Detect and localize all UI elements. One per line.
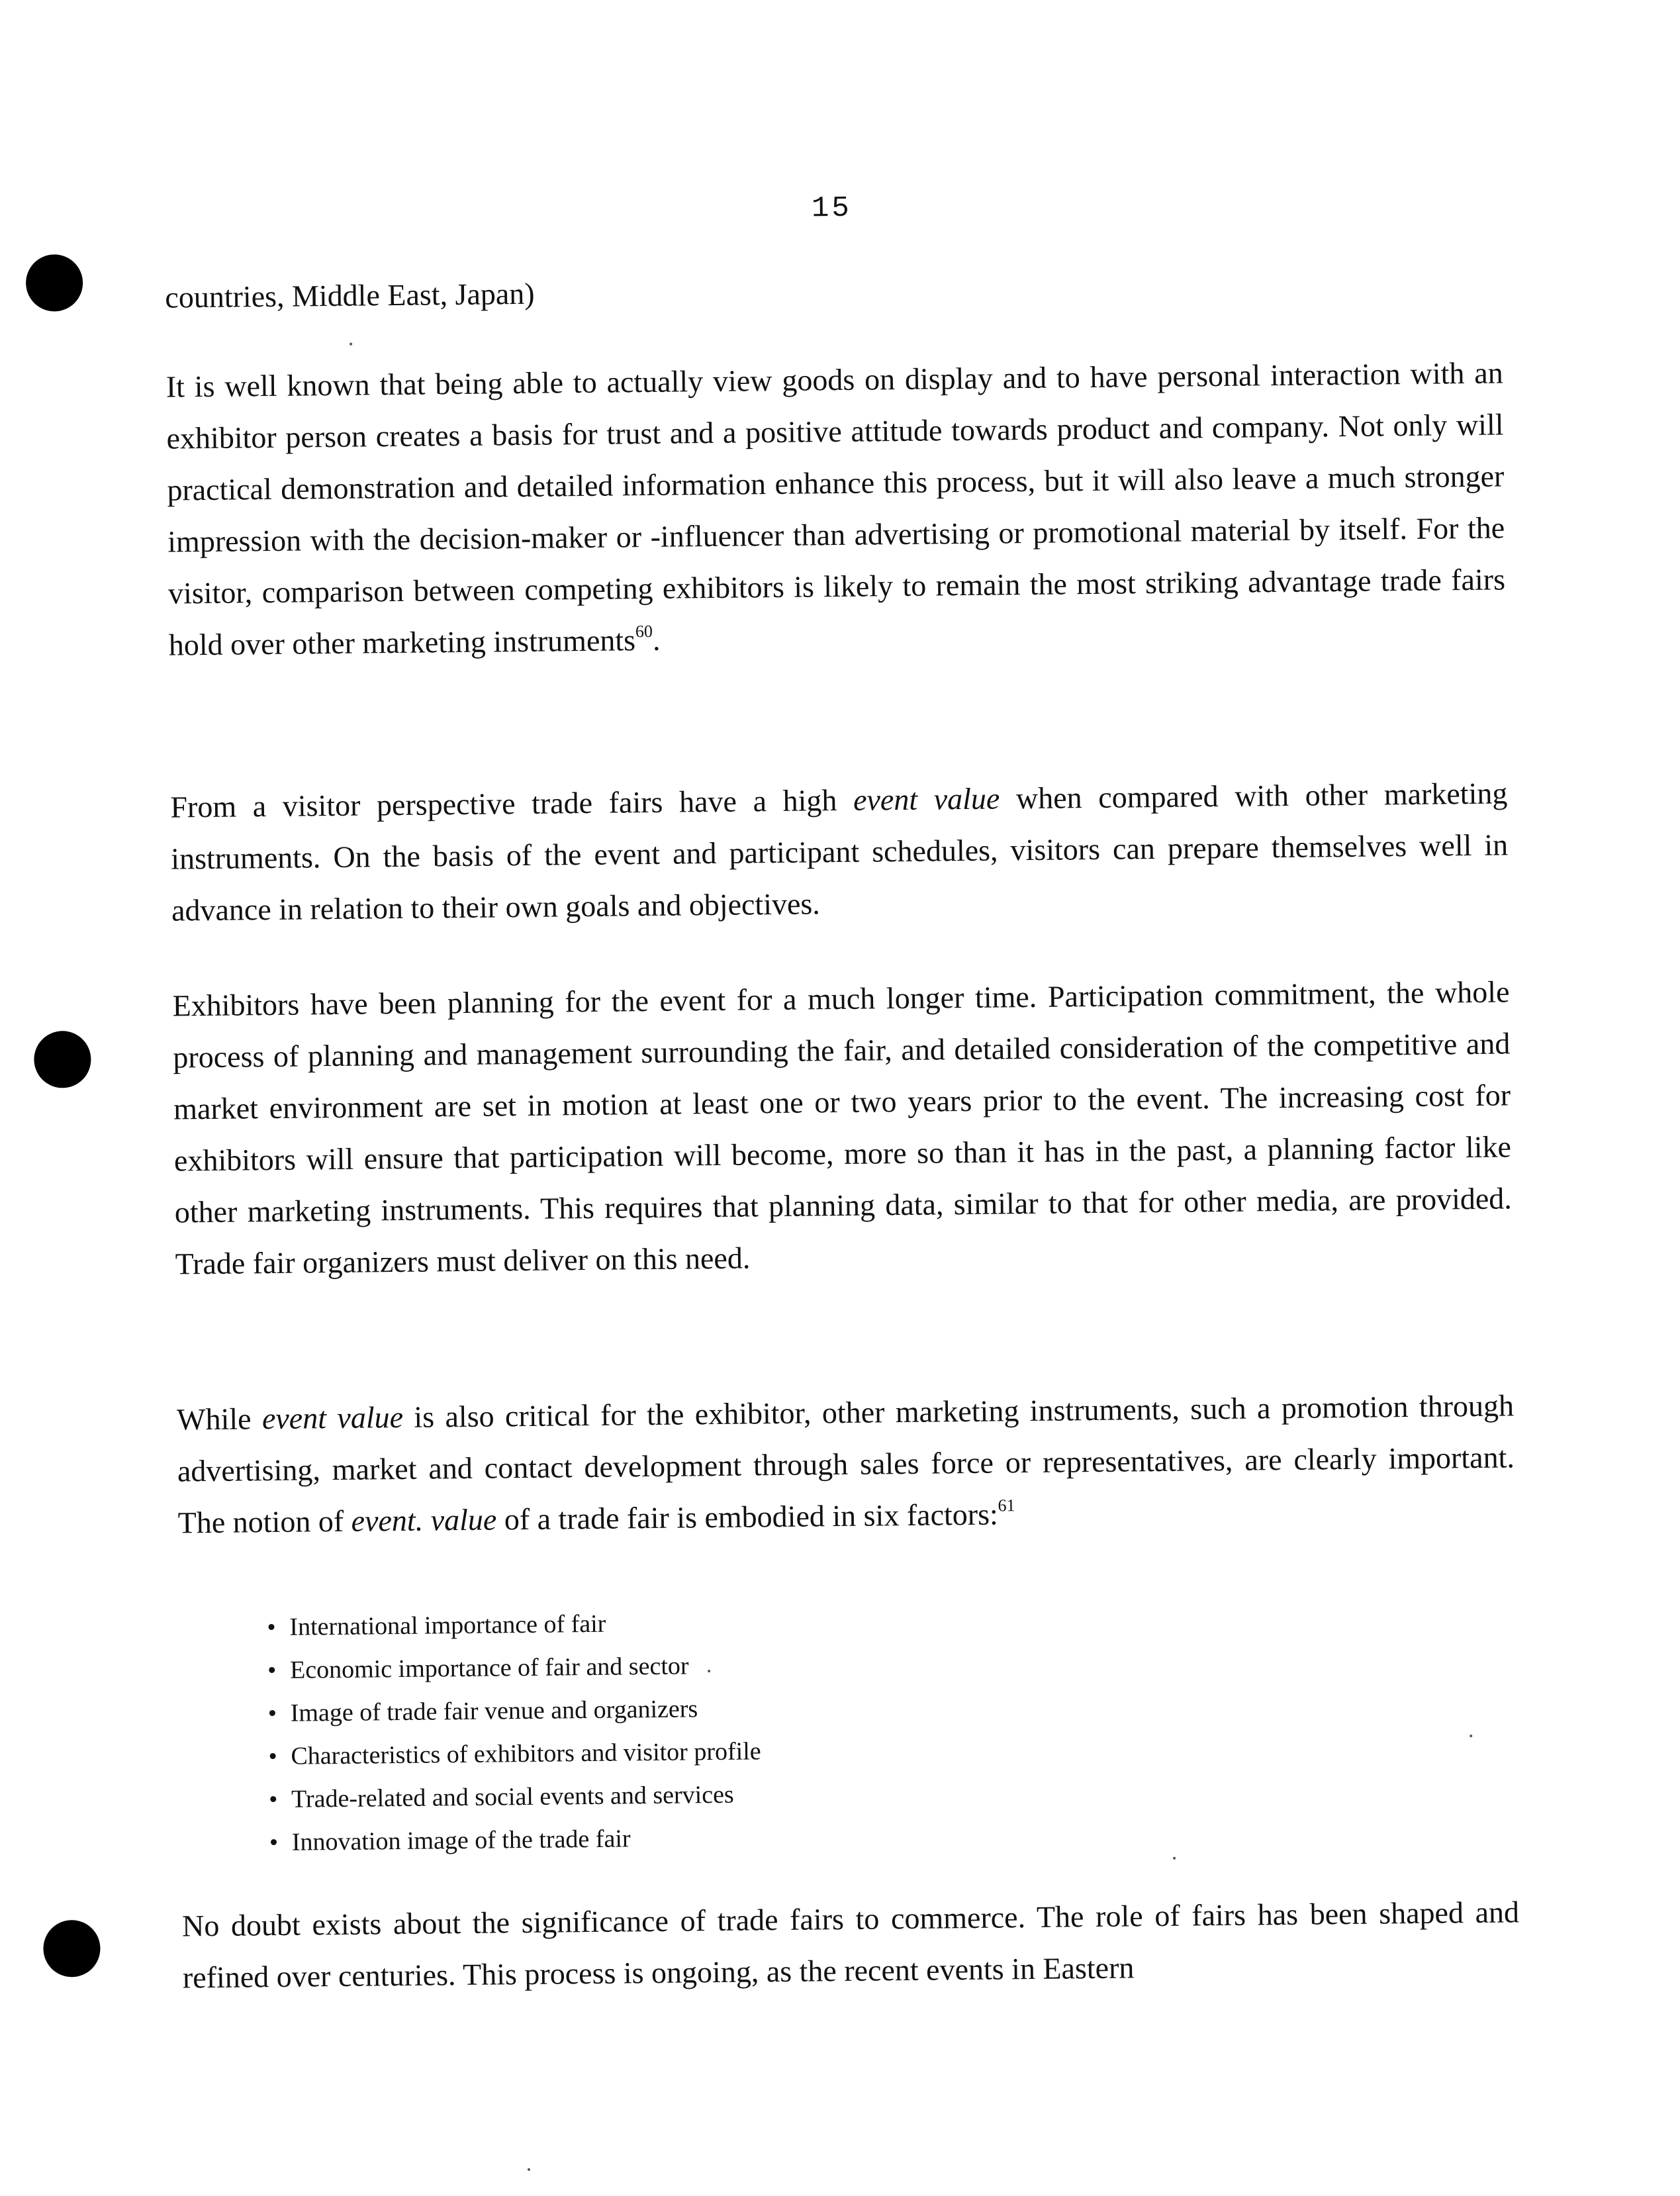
list-item: • Image of trade fair venue and organizers <box>267 1687 761 1735</box>
list-item: • Characteristics of exhibitors and visitor profile <box>268 1730 761 1778</box>
list-item: • International importance of fair <box>267 1601 760 1649</box>
emphasis-event-value: event value <box>261 1400 404 1436</box>
punch-hole-top <box>26 254 83 312</box>
paragraph-text: when compared with other <box>1000 777 1368 816</box>
paragraph-text: Exhibitors have been planning for the event for a much longer time. Participation commitment, the whole process of planning and management surrounding the fair, and detailed consideration of the competitive and market environment are set in motion at least one or two years prior to the event. The increasing cost for exhibitors will ensure that participation will become, more so than it has in the past, a planning factor like other marketing instruments. This requires that planning data, similar to that for other media, are provided. Trade fair organizers must deliver on this need. <box>172 975 1512 1281</box>
paragraph-continuation <box>165 258 1503 323</box>
factors-list <box>267 1601 762 1864</box>
scan-speck <box>1173 1857 1176 1860</box>
paragraph-trust: It is well known that being able to actually view goods on display and to have personal interaction with an exhibitor person creates a basis for trust and a positive attitude towards product and company. Not only will practical demonstration and detailed information enhance this process, but it will also leave a much stronger impression with the decision-maker or -influencer than advertising or promotional material by itself. For the visitor, comparison between competing exhibitors is likely to remain the most striking advantage trade fairs hold over other marketing instruments$^{60}$. <box>165 356 1506 662</box>
footnote-ref: 61 <box>998 1496 1015 1515</box>
paragraph-exhibitors <box>172 966 1513 1290</box>
paragraph-event-value <box>177 1380 1515 1549</box>
paragraph-significance <box>182 1886 1520 2003</box>
scan-speck <box>350 343 352 346</box>
paragraph-text: of a trade fair is embodied in six factors: <box>496 1497 998 1537</box>
paragraph-text: It is well known that being able to actually view goods on display and to have personal interaction with an exhibitor person creates a basis for trust and a positive attitude towards product and company. Not only will practical demonstration and detailed information enhance this process, but it will also leave a much stronger impression with the decision-maker or -influencer than advertising or promotional material by itself. For the visitor, comparison between competing exhibitors is likely to remain the most striking advantage trade fairs hold over other marketing instruments <box>165 356 1506 662</box>
paragraph-text: While <box>176 1402 263 1437</box>
list-item: • Innovation image of the trade fair <box>269 1816 762 1864</box>
paragraph-text: countries, Middle East, Japan) <box>165 276 535 314</box>
paragraph-text: marketing instruments. On the basis of the event and participant schedules, visitors can prepare themselves well in advance in relation to their own goals and objectives. <box>170 776 1509 928</box>
paragraph-text: is also critical for the exhibitor, other marketing instruments, such a promotion through advertising, market and contact development through sales force or representatives, are clearly important. The notion of <box>177 1388 1515 1540</box>
list-item: • Economic importance of fair and sector <box>267 1644 761 1692</box>
page-number: 15 <box>811 191 853 226</box>
scan-speck <box>528 2168 530 2171</box>
list-item: • Trade-related and social events and services <box>269 1773 762 1821</box>
paragraph-text: No doubt exists about the significance of trade fairs to commerce. The role of fairs has been shaped and refined over centuries. This process is ongoing, as the recent events in Eastern <box>181 1895 1520 1995</box>
scan-speck <box>708 1670 710 1672</box>
scan-speck <box>1470 1735 1472 1737</box>
paragraph-text: From a visitor perspective trade fairs have a high <box>170 783 854 824</box>
paragraph-visitor <box>170 767 1509 936</box>
footnote-ref: 60 <box>635 621 653 642</box>
punch-hole-middle <box>34 1031 91 1088</box>
punch-hole-bottom <box>43 1920 101 1978</box>
emphasis-event-value: event value <box>853 781 1000 817</box>
emphasis-event-value: event. value <box>351 1502 497 1538</box>
